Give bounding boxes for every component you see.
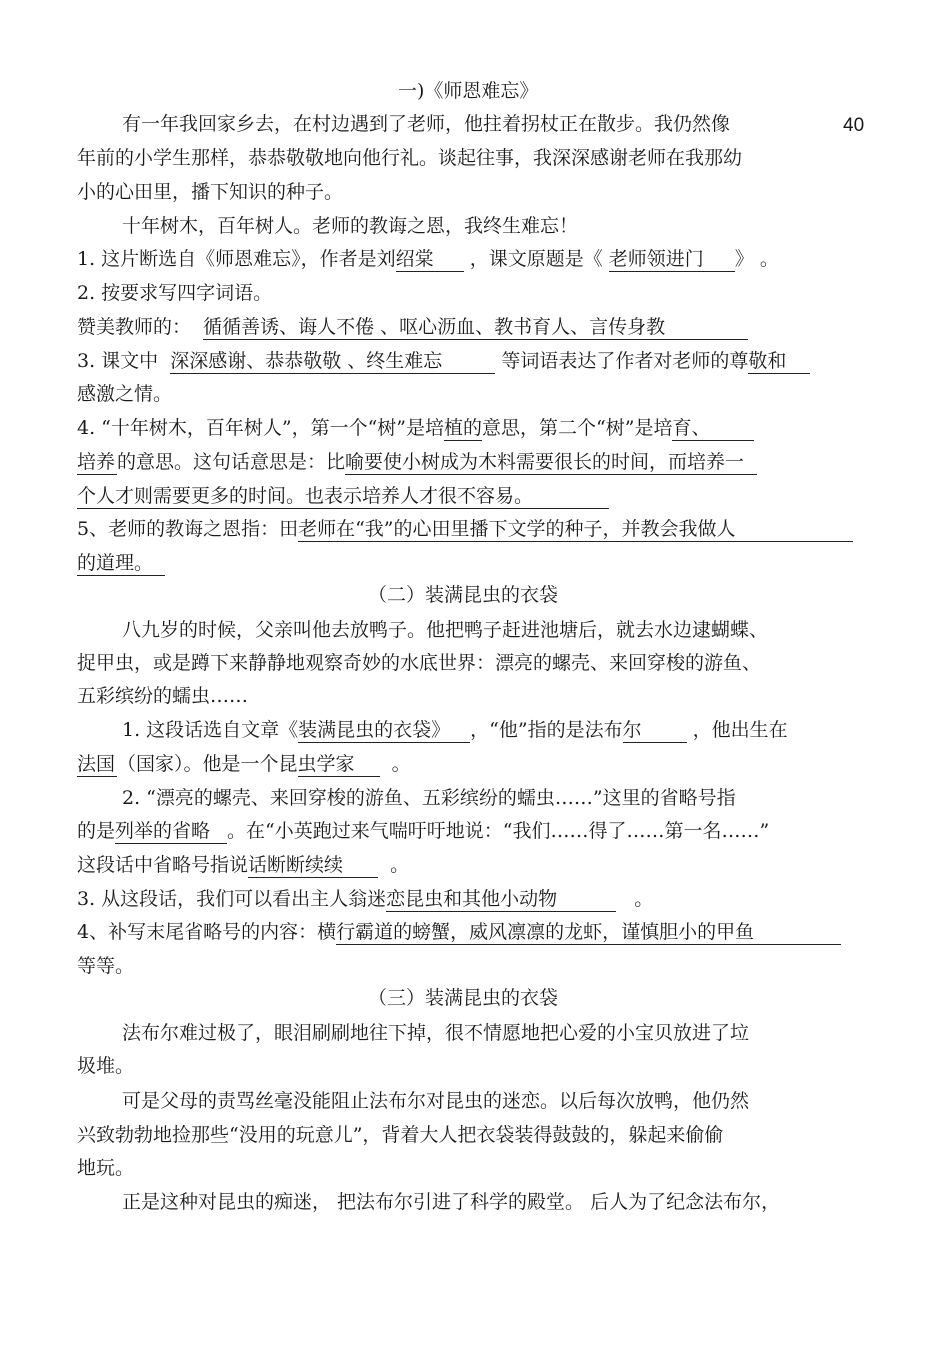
question-text: 赞美教师的：	[77, 316, 192, 338]
question-text: 。	[390, 854, 410, 876]
question-text: 》 。	[734, 248, 779, 270]
question-text: 4、补写末尾省略号的内容：横	[77, 921, 337, 943]
question-text: 这段话中省略号指说	[77, 854, 249, 876]
question-text: 。	[634, 888, 654, 910]
question-4-line2	[77, 449, 757, 475]
question-text: 的是	[77, 820, 116, 842]
answer-blank: 老师领进门	[609, 247, 735, 272]
question-text: ，“他”指的是法布	[470, 719, 623, 741]
question-2-answer	[77, 314, 748, 340]
paragraph-line: 年前的小学生那样，恭恭敬敬地向他行礼。谈起往事，我深深感谢老师在我那幼	[77, 147, 743, 169]
answer-blank: 喻要使小树成为木料需要很长的时间，而培养一	[345, 450, 757, 475]
answer-blank: 育、	[672, 416, 754, 441]
question-text: 5、老师的教诲之恩指：田	[77, 518, 299, 540]
answer-blank: 法国	[77, 753, 116, 775]
question-text: 。	[391, 753, 411, 775]
answer-blank: 的道理。	[77, 551, 165, 576]
question-text: 等词语表达了作者对老师的尊	[501, 350, 749, 372]
paragraph-line: 圾堆。	[77, 1055, 135, 1077]
answer-blank: 装满昆虫的衣袋》	[298, 718, 470, 743]
answer-blank: 培养	[77, 451, 116, 473]
question-text: ，他出生在	[692, 719, 788, 741]
paragraph-line: 八九岁的时候，父亲叫他去放鸭子。他把鸭子赶进池塘后，就去水边逮蝴蝶、	[122, 619, 769, 641]
question-text: 意思，第二个“树”是培	[482, 417, 673, 439]
question-4	[77, 415, 754, 441]
question-text: （国家）。他是一个昆	[117, 753, 298, 775]
question-5-line2	[77, 550, 165, 576]
section2-title: （二）装满昆虫的衣袋	[368, 584, 559, 606]
answer-blank: 循循善诱、诲人不倦 、呕心沥血、教书育人、言传身教	[203, 315, 748, 340]
answer-blank: 列举的省略	[115, 819, 227, 844]
s2-question-2-line2	[77, 818, 769, 844]
question-text: 4. “十年树木，百年树人”，第一个“树”是培	[77, 417, 445, 439]
paragraph-line: 捉甲虫，或是蹲下来静静地观察奇妙的水底世界：漂亮的螺壳、来回穿梭的游鱼、	[77, 652, 762, 674]
answer-blank: 尔	[623, 718, 687, 743]
answer-blank: 话断断续续	[248, 853, 378, 878]
s2-question-4-line2: 等等。	[77, 955, 135, 977]
answer-blank: 恋昆虫和其他小动物	[386, 887, 616, 912]
question-text: 。在“小英跑过来气喘吁吁地说：“我们……得了……第一名……”	[227, 820, 770, 842]
answer-blank: 虫学家	[298, 752, 380, 777]
paragraph-line: 可是父母的责骂丝毫没能阻止法布尔对昆虫的迷恋。以后每次放鸭，他仍然	[122, 1090, 750, 1112]
section1-title: 一)《师恩难忘》	[398, 80, 539, 102]
s2-question-1	[122, 717, 788, 743]
answer-blank: 植的	[444, 417, 483, 439]
answer-blank: 绍棠	[396, 247, 464, 272]
s2-question-3	[77, 886, 653, 912]
answer-blank: 个人才则需要更多的时间。也表示培养人才很不容易。	[77, 484, 609, 509]
question-3	[77, 348, 810, 374]
s2-question-2-line3	[77, 852, 409, 878]
paragraph-line: 有一年我回家乡去，在村边遇到了老师，他拄着拐杖正在散步。我仍然像	[122, 113, 731, 135]
question-1	[77, 246, 779, 272]
question-text: 1. 这片断选自《师恩难忘》，作者是刘	[77, 248, 396, 270]
question-text: 的意思。这句话意思是：比	[117, 451, 346, 473]
paragraph-line: 地玩。	[77, 1157, 135, 1179]
s2-question-4	[77, 919, 841, 945]
question-2: 2. 按要求写四字词语。	[77, 282, 273, 304]
page-marker: 40	[843, 115, 865, 136]
answer-blank: 敬和	[748, 349, 810, 374]
s2-question-1-line2	[77, 751, 411, 777]
paragraph-line: 十年树木，百年树人。老师的教诲之恩，我终生难忘！	[122, 215, 579, 237]
answer-blank: 深深感谢、恭恭敬敬 、终生难忘	[170, 349, 495, 374]
question-3-line2: 感激之情。	[77, 383, 173, 405]
question-5	[77, 516, 853, 542]
question-text: 3. 课文中	[77, 350, 159, 372]
question-4-line3	[77, 483, 609, 509]
paragraph-line: 法布尔难过极了，眼泪刷刷地往下掉，很不情愿地把心爱的小宝贝放进了垃	[122, 1022, 750, 1044]
section3-title: （三）装满昆虫的衣袋	[368, 987, 559, 1009]
paragraph-line: 小的心田里，播下知识的种子。	[77, 181, 344, 203]
paragraph-line: 兴致勃勃地捡那些“没用的玩意儿”，背着大人把衣袋装得鼓鼓的，躲起来偷偷	[77, 1124, 724, 1146]
answer-blank: 老师在“我”的心田里播下文学的种子，并教会我做人	[298, 517, 853, 542]
paragraph-line: 五彩缤纷的蠕虫……	[77, 685, 249, 707]
s2-question-2: 2. “漂亮的螺壳、来回穿梭的游鱼、五彩缤纷的蠕虫……”这里的省略号指	[122, 787, 736, 809]
question-text: ，课文原题是《	[469, 248, 603, 270]
paragraph-line: 正是这种对昆虫的痴迷， 把法布尔引进了科学的殿堂。 后人为了纪念法布尔，	[122, 1191, 781, 1213]
question-text: 1. 这段话选自文章《	[122, 719, 299, 741]
question-text: 3. 从这段话，我们可以看出主人翁迷	[77, 888, 387, 910]
answer-blank: 行霸道的螃蟹，威风凛凛的龙虾，谨慎胆小的甲鱼	[336, 920, 841, 945]
